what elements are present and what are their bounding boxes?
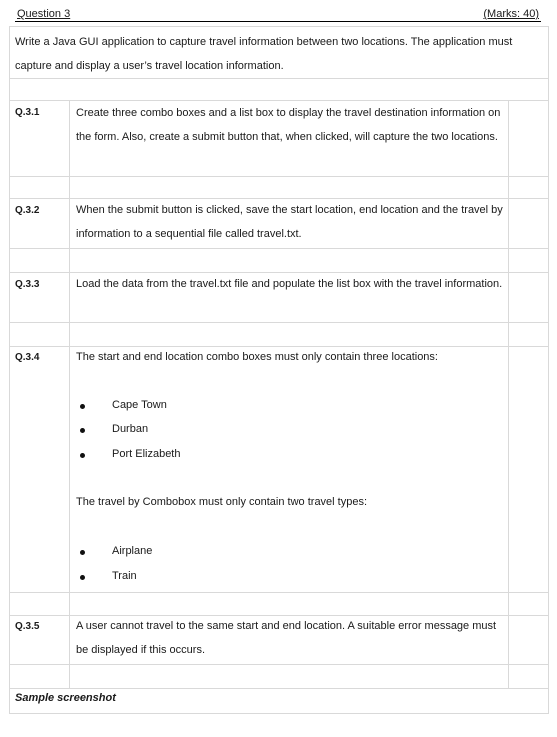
list-item <box>76 399 506 415</box>
bullet-icon <box>80 404 85 409</box>
question-text: Create three combo boxes and a list box to display the travel destination information on the form. Also, create a submit button that, when clicked, will capture the two locations. <box>76 107 501 143</box>
question-number: Q.3.1 <box>15 107 40 118</box>
sample-screenshot-label: Sample screenshot <box>15 692 116 704</box>
location-label: Durban <box>112 423 149 435</box>
list-item <box>76 448 506 464</box>
row-divider <box>9 688 549 689</box>
question-number: Q.3.4 <box>15 352 40 363</box>
bullet-icon <box>80 575 85 580</box>
location-label: Cape Town <box>112 399 167 411</box>
bullet-icon <box>80 550 85 555</box>
row-divider <box>9 592 549 593</box>
question-title: Question 3 <box>17 8 71 20</box>
question-number: Q.3.2 <box>15 205 40 216</box>
row-divider <box>9 322 549 323</box>
bullet-icon <box>80 428 85 433</box>
question-number: Q.3.3 <box>15 279 40 290</box>
list-item <box>76 423 506 439</box>
location-label: Port Elizabeth <box>112 448 181 460</box>
row-divider <box>9 176 549 177</box>
question-number: Q.3.5 <box>15 621 40 632</box>
travel-type-label: Airplane <box>112 545 153 557</box>
question-header <box>15 7 541 22</box>
row-divider <box>9 248 549 249</box>
question-text: Load the data from the travel.txt file and populate the list box with the travel information. <box>76 278 503 290</box>
question-text: The start and end location combo boxes must only contain three locations: <box>76 351 438 363</box>
row-divider <box>9 664 549 665</box>
column-divider <box>508 100 509 688</box>
travel-types-text: The travel by Combobox must only contain two travel types: <box>76 496 368 508</box>
row-divider <box>9 78 549 79</box>
marks-label: (Marks: 40) <box>483 8 539 20</box>
column-divider <box>69 100 70 688</box>
question-text: A user cannot travel to the same start and end location. A suitable error message must be displayed if this occurs. <box>76 620 497 656</box>
question-text: When the submit button is clicked, save the start location, end location and the travel by information to a sequential file called travel.txt. <box>76 204 503 240</box>
list-item <box>76 545 506 561</box>
intro-text: Write a Java GUI application to capture travel information between two locations. The application must capture and display a user’s travel location information. <box>15 36 513 72</box>
travel-type-label: Train <box>112 570 137 582</box>
list-item <box>76 570 506 586</box>
bullet-icon <box>80 453 85 458</box>
